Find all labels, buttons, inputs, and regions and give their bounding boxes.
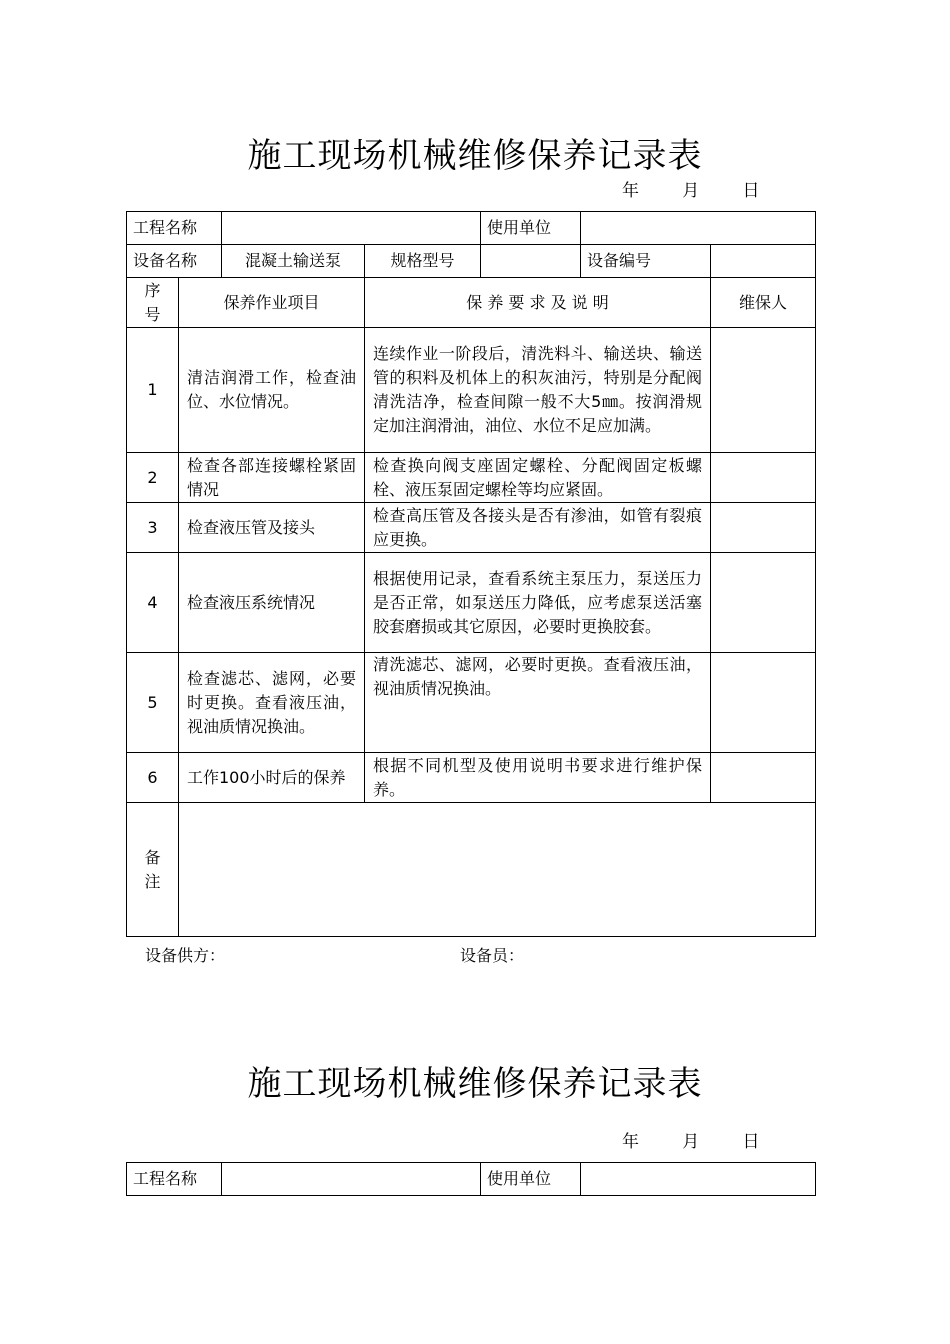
year-label: 年 (622, 181, 639, 201)
remarks-label: 备注 (127, 803, 179, 937)
maintainer-cell[interactable] (711, 328, 816, 453)
using-unit-label: 使用单位 (481, 212, 581, 245)
equipment-name-value: 混凝土输送泵 (222, 245, 365, 278)
maintainer-cell[interactable] (711, 503, 816, 553)
item-cell: 检查滤芯、滤网，必要时更换。查看液压油，视油质情况换油。 (179, 653, 365, 753)
maintenance-record-table (126, 211, 816, 937)
maintainer-cell[interactable] (711, 653, 816, 753)
month-label: 月 (682, 1132, 700, 1152)
row-number: 4 (127, 553, 179, 653)
project-row (127, 1163, 816, 1196)
table-row (127, 328, 816, 453)
requirement-cell: 检查换向阀支座固定螺栓、分配阀固定板螺栓、液压泵固定螺栓等均应紧固。 (365, 453, 711, 503)
header-row (127, 278, 816, 328)
project-row (127, 212, 816, 245)
item-cell: 检查液压系统情况 (179, 553, 365, 653)
using-unit-value-cell[interactable] (581, 1163, 816, 1196)
item-cell: 检查液压管及接头 (179, 503, 365, 553)
equipment-supplier-label: 设备供方： (145, 946, 226, 965)
table-row (127, 653, 816, 753)
equipment-name-label: 设备名称 (127, 245, 222, 278)
month-label: 月 (682, 181, 700, 201)
requirement-header: 保 养 要 求 及 说 明 (365, 278, 711, 328)
remarks-row (127, 803, 816, 937)
maintainer-cell[interactable] (711, 453, 816, 503)
maintainer-cell[interactable] (711, 553, 816, 653)
row-number: 5 (127, 653, 179, 753)
requirement-cell: 检查高压管及各接头是否有渗油，如管有裂痕应更换。 (365, 503, 711, 553)
equipment-keeper-label: 设备员： (460, 946, 525, 965)
maintenance-record-table-2 (126, 1162, 816, 1196)
spec-model-value-cell[interactable] (481, 245, 581, 278)
project-name-value-cell[interactable] (222, 212, 481, 245)
equipment-no-label: 设备编号 (581, 245, 711, 278)
table-row (127, 503, 816, 553)
equipment-no-value-cell[interactable] (711, 245, 816, 278)
requirement-cell: 清洗滤芯、滤网，必要时更换。查看液压油，视油质情况换油。 (365, 653, 711, 753)
requirement-cell: 根据不同机型及使用说明书要求进行维护保养。 (365, 753, 711, 803)
project-name-value-cell[interactable] (222, 1163, 481, 1196)
day-label: 日 (742, 1132, 760, 1152)
form-title: 施工现场机械维修保养记录表 (247, 136, 703, 176)
maintainer-cell[interactable] (711, 753, 816, 803)
row-number: 2 (127, 453, 179, 503)
day-label: 日 (742, 181, 760, 201)
item-header: 保养作业项目 (179, 278, 365, 328)
using-unit-label: 使用单位 (481, 1163, 581, 1196)
date-line (622, 176, 759, 201)
item-cell: 清洁润滑工作，检查油位、水位情况。 (179, 328, 365, 453)
row-number: 6 (127, 753, 179, 803)
table-row (127, 453, 816, 503)
year-label: 年 (622, 1132, 639, 1152)
item-cell: 工作100小时后的保养 (179, 753, 365, 803)
form-title-2: 施工现场机械维修保养记录表 (247, 1064, 703, 1104)
requirement-cell: 根据使用记录，查看系统主泵压力，泵送压力是否正常，如泵送压力降低，应考虑泵送活塞胶套磨损或其它原因，必要时更换胶套。 (365, 553, 711, 653)
project-name-label: 工程名称 (127, 212, 222, 245)
spec-model-label: 规格型号 (365, 245, 481, 278)
table-row (127, 753, 816, 803)
requirement-cell: 连续作业一阶段后，清洗料斗、输送块、输送管的积料及机体上的积灰油污，特别是分配阀清洗洁净，检查间隙一般不大5㎜。按润滑规定加注润滑油，油位、水位不足应加满。 (365, 328, 711, 453)
remarks-value-cell[interactable] (179, 803, 816, 937)
table-row (127, 553, 816, 653)
row-number: 3 (127, 503, 179, 553)
date-line-2 (622, 1127, 759, 1152)
project-name-label: 工程名称 (127, 1163, 222, 1196)
item-cell: 检查各部连接螺栓紧固情况 (179, 453, 365, 503)
seq-header: 序号 (127, 278, 179, 328)
using-unit-value-cell[interactable] (581, 212, 816, 245)
equipment-row (127, 245, 816, 278)
row-number: 1 (127, 328, 179, 453)
maintainer-header: 维保人 (711, 278, 816, 328)
